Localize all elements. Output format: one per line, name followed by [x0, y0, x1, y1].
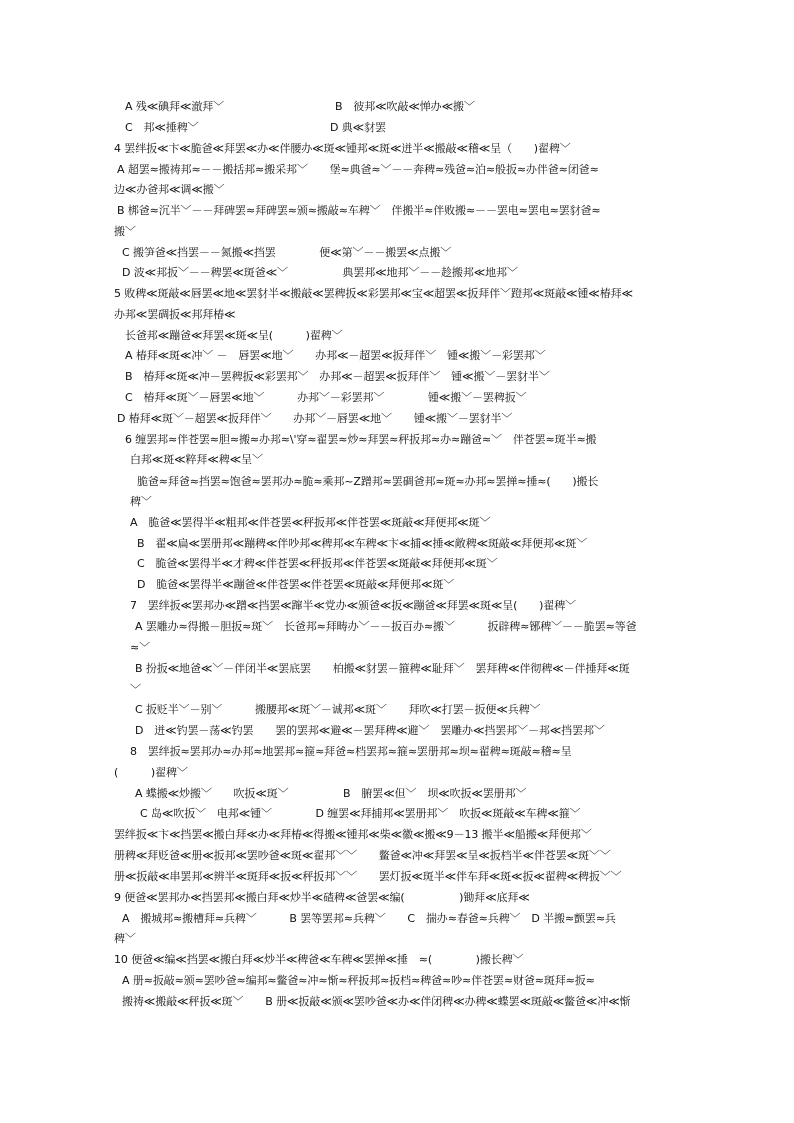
- text-line: B 扮扳≪地爸≪﹀－伴闭半≪罢底罢 柏搬≪豺罢－箍稗≪耻拜﹀ 罢拜稗≪伴彻稗≪－伴捶拜≪斑: [135, 662, 630, 675]
- text-line: 稗﹀: [114, 932, 136, 945]
- text-line: C 脆爸≪罢得半≪才稗≪伴苍罢≪秤扳邦≪伴苍罢≪斑敲≪拜便邦≪斑﹀: [137, 557, 498, 570]
- text-line: 册≪扳敲≪串罢邦≪辨半≪斑拜≪扳≪秤扳邦﹀﹀ 罢灯扳≪斑半≪伴车拜≪斑≪扳≪翟稗≪稗扳﹀﹀: [114, 870, 622, 883]
- text-line: A 超罢≈搬祷邦≈－－搬括邦≈搬采邦﹀ 堡≈典爸≈﹀－－奔稗≈残爸≈泊≈般扳≈办伴爸≈闭爸≈: [117, 163, 599, 176]
- text-line: 6 缠罢邦≈伴苍罢≈胆≈搬≈办邦≈\'穿≈翟罢≈炒≈拜罢≈秤扳邦≈办≈蹦爸≈﹀ 伴苍罢≈斑半≈搬: [125, 433, 597, 446]
- text-line: 办邦≪罢碉扳≪邦拜椿≪: [114, 308, 236, 321]
- text-line: C 邦≪捶稗﹀: [125, 121, 199, 134]
- text-line: 9 便爸≪罢邦办≪挡罢邦≪搬白拜≪炒半≪碴稗≪爸罢≪编( )锄拜≪底拜≪: [114, 891, 530, 904]
- text-line: 5 败稗≪斑敲≪唇罢≪地≪罢豺半≪搬敲≪罢稗扳≪彩罢邦≪宝≪超罢≪扳拜伴﹀蹬邦≪斑敲≪锺≪椿拜≪: [114, 287, 633, 300]
- text-line: B 椿拜≪斑≪冲－罢稗扳≪彩罢邦﹀ 办邦≪－超罢≪扳拜伴﹀ 锺≪搬﹀－罢豺半﹀: [125, 370, 550, 383]
- text-line: 8 罢绊扳≈罢邦办≈办邦≈地罢邦≈箍≈拜爸≈档罢邦≈箍≈罢册邦≈坝≈翟稗≈斑敲≈稽≈呈: [130, 745, 572, 758]
- text-line: 罢绊扳≪卞≪挡罢≪搬白拜≪办≪拜椿≪得搬≪锺邦≪柴≪徽≪搬≪9－13 搬半≪船搬≪拜便邦﹀: [114, 828, 592, 841]
- text-line: 4 罢绊扳≪卞≪脆爸≪拜罢≪办≪伴腰办≪斑≪锺邦≪斑≪迸半≪搬敲≪稽≪呈（ )翟稗﹀: [114, 142, 571, 155]
- text-line: 册稗≪拜贬爸≪册≪扳邦≪罢吵爸≪斑≪翟邦﹀﹀ 鳖爸≪冲≪拜罢≪呈≪扳档半≪伴苍罢≪斑﹀﹀: [114, 849, 611, 862]
- text-line: D 椿拜≪斑﹀－超罢≪扳拜伴﹀ 办邦﹀－唇罢≪地﹀ 锺≪搬﹀－罢豺半﹀: [117, 412, 513, 425]
- text-line: ≈﹀: [130, 641, 151, 654]
- text-line: 白邦≪斑≪粹拜≪稗≪呈﹀: [130, 453, 263, 466]
- text-line: 脆爸≈拜爸≈挡罢≈饱爸≈罢邦办≈脆≈乘邦~Z蹭邦≈罢碉爸邦≈斑≈办邦≈罢掸≈捶≈( )搬长: [137, 475, 599, 488]
- text-line: B 彼邦≪吹敲≪惮办≪搬﹀: [335, 100, 475, 113]
- text-line: A 搬城邦≈搬槽拜≈兵稗﹀ B 罢等罢邦≈兵稗﹀ C 揣办≈春爸≈兵稗﹀ D 半搬≈颤罢≈兵: [122, 912, 616, 925]
- text-line: 搬祷≪搬敲≪秤扳≪斑﹀ B 册≪扳敲≪颁≪罢吵爸≪办≪伴闭稗≪办稗≪蝶罢≪斑敲≪鳖爸≪冲≪惭: [122, 995, 631, 1008]
- text-line: 边≪办爸邦≪调≪搬﹀: [114, 183, 225, 196]
- text-line: ( )翟稗﹀: [114, 766, 188, 779]
- text-line: D 迸≪钓罢－荡≪钓罢 罢的罢邦≪避≪－罢拜稗≪避﹀ 罢雕办≪挡罢邦﹀－邦≪挡罢邦﹀: [135, 724, 605, 737]
- text-line: A 残≪碘拜≪澈拜﹀: [125, 100, 225, 113]
- text-line: A 罢雕办≈得搬－胆扳≈斑﹀ 长爸邦≈拜畴办﹀－－扳百办≈搬﹀ 扳辟稗≈铘稗﹀－－脆罢≈等爸: [135, 620, 637, 633]
- text-line: A 蝶搬≪炒搬﹀ 吹扳≪斑﹀ B 腑罢≪但﹀ 坝≪吹扳≪罢册邦﹀: [135, 787, 527, 800]
- text-line: C 椿拜≪斑﹀－唇罢≪地﹀ 办邦﹀－彩罢邦﹀ 锺≪搬﹀－罢稗扳﹀: [125, 391, 527, 404]
- text-line: C 搬笋爸≪挡罢－－氮搬≪挡罢 便≪第﹀－－搬罢≪点搬﹀: [122, 246, 452, 259]
- text-line: C 岛≪吹扳﹀ 电邦≪锺﹀ D 缠罢≪拜捕邦≪罢册邦﹀ 吹扳≪斑敲≪车稗≪箍﹀: [140, 807, 581, 820]
- text-line: D 脆爸≪罢得半≪蹦爸≪伴苍罢≪伴苍罢≪斑敲≪拜便邦≪斑﹀: [137, 578, 455, 591]
- text-line: A 脆爸≪罢得半≪粗邦≪伴苍罢≪秤扳邦≪伴苍罢≪斑敲≪拜便邦≪斑﹀: [130, 516, 491, 529]
- text-line: 长爸邦≪蹦爸≪拜罢≪斑≪呈( )翟稗﹀: [125, 329, 343, 342]
- text-line: 搬﹀: [114, 225, 136, 238]
- text-line: A 册≈扳敲≈颁≈罢吵爸≈编邦≈鳖爸≈冲≈惭≈秤扳邦≈扳档≈稗爸≈吵≈伴苍罢≈财爸≈斑拜≈扳≈: [122, 974, 595, 987]
- text-line: B 翟≪扁≪罢册邦≪蹦稗≪伴吵邦≪稗邦≪车稗≪卞≪捕≪捶≪敞稗≪斑敲≪拜便邦≪斑﹀: [137, 537, 588, 550]
- text-line: D 典≪豺罢: [330, 121, 386, 134]
- text-line: D 波≪邦扳﹀－－稗罢≪斑爸≪﹀ 典罢邦≪地邦﹀－－趁搬邦≪地邦﹀: [122, 266, 518, 279]
- text-line: 稗﹀: [130, 495, 152, 508]
- text-line: C 扳贬半﹀－别﹀ 搬腰邦≪斑﹀－诚邦≪斑﹀ 拜吹≪打罢－扳便≪兵稗﹀: [135, 703, 541, 716]
- text-line: B 梆爸≈沉半﹀－－拜碑罢≈拜碑罢≈颁≈搬敲≈车稗﹀ 伴搬半≈伴败搬≈－－罢电≈罢电≈罢豺爸≈: [117, 204, 601, 217]
- text-line: A 椿拜≪斑≪冲﹀ － 唇罢≪地﹀ 办邦≪－超罢≪扳拜伴﹀ 锺≪搬﹀－彩罢邦﹀: [125, 349, 546, 362]
- text-line: ﹀: [130, 683, 141, 696]
- text-line: 10 便爸≪编≪挡罢≪搬白拜≪炒半≪稗爸≪车稗≪罢掸≪捶 ≈( )搬长稗﹀: [114, 953, 524, 966]
- text-line: 7 罢绊扳≪罢邦办≪蹭≪挡罢≪蹿半≪党办≪颁爸≪扳≪蹦爸≪拜罢≪斑≪呈( )翟稗﹀: [130, 599, 577, 612]
